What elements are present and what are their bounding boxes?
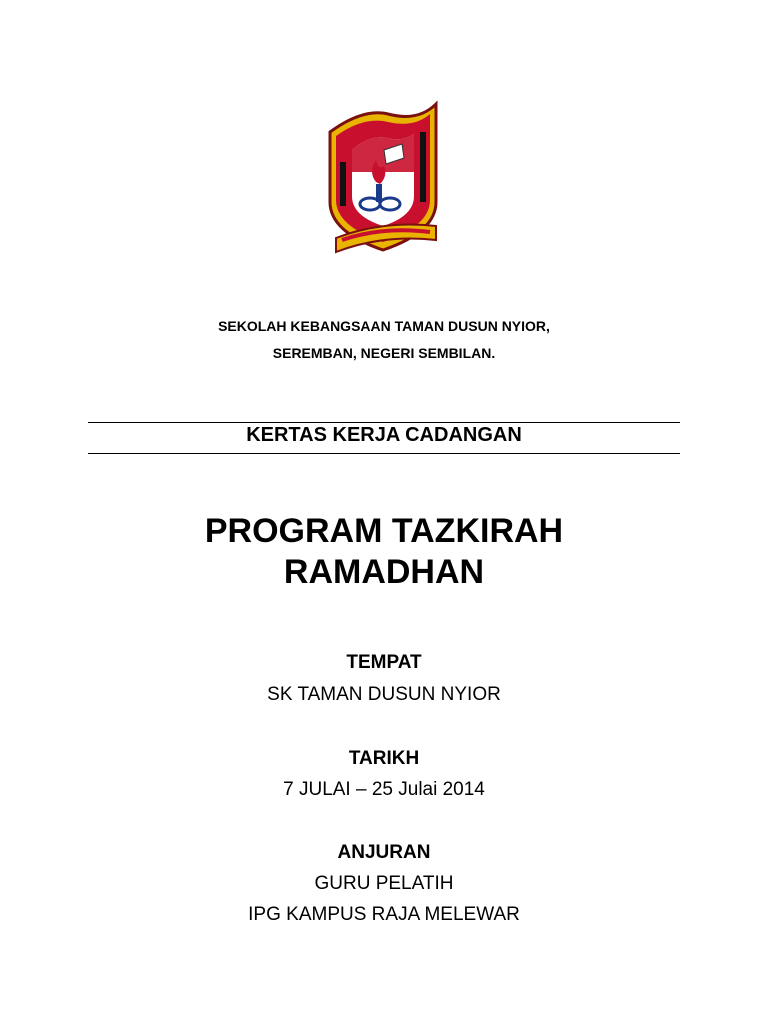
tempat-label: TEMPAT: [346, 652, 422, 673]
title-line1: PROGRAM TAZKIRAH: [204, 512, 564, 550]
tarikh-value: 7 JULAI – 25 Julai 2014: [283, 779, 485, 800]
school-name-line2: SEREMBAN, NEGERI SEMBILAN.: [272, 345, 496, 361]
anjuran-line1: GURU PELATIH: [314, 873, 454, 894]
school-crest-logo: [318, 92, 448, 260]
school-name-line1: SEKOLAH KEBANGSAAN TAMAN DUSUN NYIOR,: [218, 318, 550, 334]
title-line2: RAMADHAN: [283, 553, 485, 591]
divider-top: [88, 422, 680, 423]
tarikh-label: TARIKH: [348, 748, 420, 769]
tempat-value: SK TAMAN DUSUN NYIOR: [267, 684, 501, 705]
divider-bottom: [88, 453, 680, 454]
document-type: KERTAS KERJA CADANGAN: [246, 424, 522, 446]
anjuran-label: ANJURAN: [337, 842, 431, 863]
anjuran-line2: IPG KAMPUS RAJA MELEWAR: [248, 904, 520, 925]
